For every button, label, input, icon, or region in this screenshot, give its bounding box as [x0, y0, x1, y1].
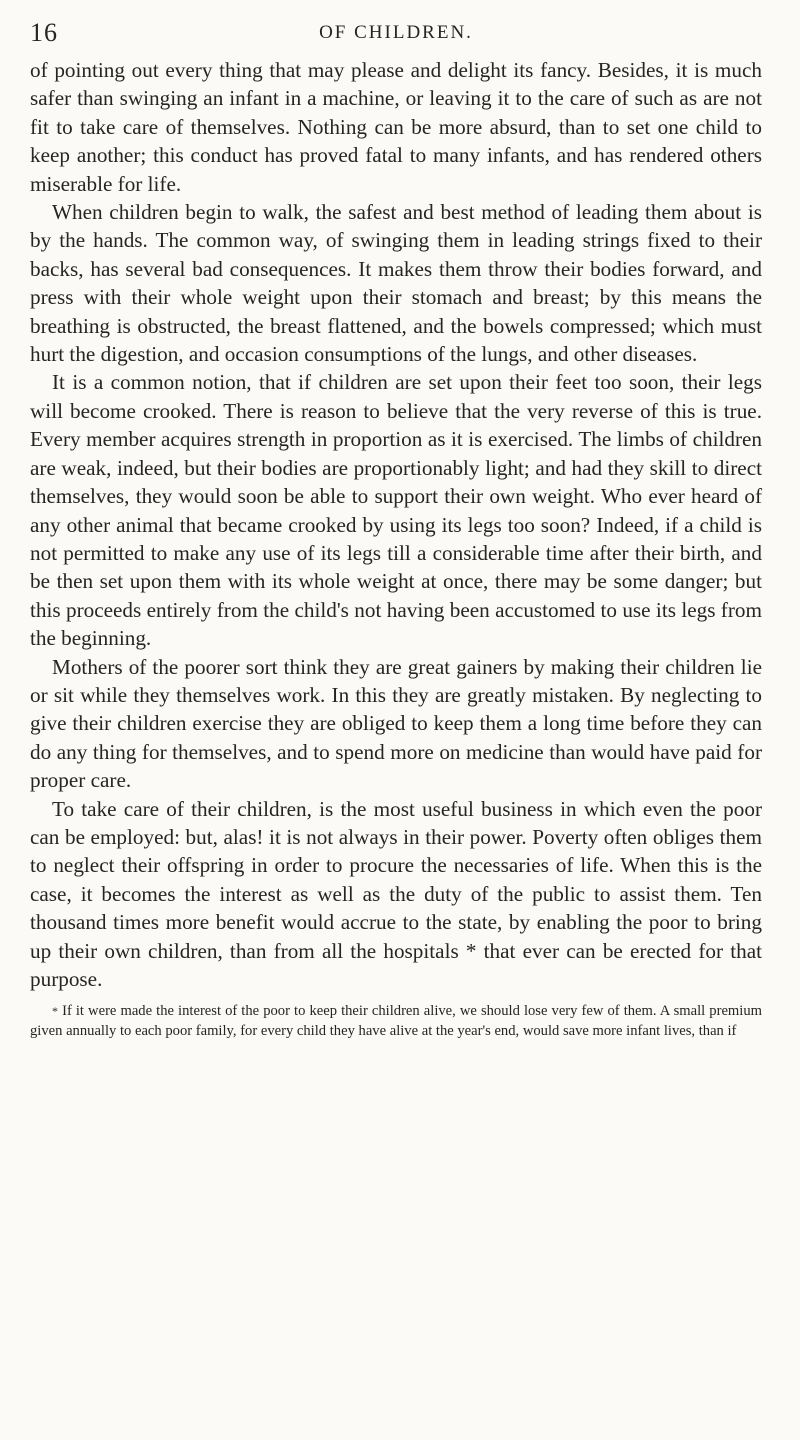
- footnote-mark: *: [52, 1004, 58, 1019]
- running-head: [30, 18, 762, 56]
- footnote-text: If it were made the interest of the poor to keep their children alive, we should lose very few of them. A small premium given annually to each poor family, for every child they have alive at the year's end, would save more infant lives, than if: [30, 1003, 762, 1040]
- paragraph-crooked-legs: It is a common notion, that if children are set upon their feet too soon, their legs will become crooked. There is reason to believe that the very reverse of this is true. Every member acquires strength in proportion as it is exercised. The limbs of children are weak, indeed, but their bodies are proportionably light; and had they skill to direct themselves, they would soon be able to support their own weight. Who ever heard of any other animal that became crooked by using its legs too soon? Indeed, if a child is not permitted to make any use of its legs till a considerable time after their birth, and be then set upon them with its whole weight at once, there may be some danger; but this proceeds entirely from the child's not having been accustomed to use its legs from the beginning.: [30, 370, 762, 651]
- paragraph-care-of-children: To take care of their children, is the most useful business in which even the poor can be employed: but, alas! it is not always in their power. Poverty often obliges them to neglect their offspring in order to procure the necessaries of life. When this is the case, it becomes the interest as well as the duty of the public to assist them. Ten thousand times more benefit would accrue to the state, by enabling the poor to bring up their own children, than from all the hospitals * that ever can be erected for that purpose.: [30, 796, 762, 991]
- body-text: [30, 56, 762, 993]
- footnote: [30, 1001, 762, 1041]
- running-title: OF CHILDREN.: [319, 22, 473, 43]
- paragraph-continued: of pointing out every thing that may please and delight its fancy. Besides, it is much safer than swinging an infant in a machine, or leaving it to the care of such as are not fit to take care of themselves. Nothing can be more absurd, than to set one child to keep another; this conduct has proved fatal to many infants, and has rendered others miserable for life.: [30, 58, 762, 196]
- paragraph-leading-children: When children begin to walk, the safest and best method of leading them about is by the hands. The common way, of swinging them in leading strings fixed to their backs, has several bad consequences. It makes them throw their bodies forward, and press with their whole weight upon their stomach and breast; by this means the breathing is obstructed, the breast flattened, and the bowels compressed; which must hurt the digestion, and occasion consumptions of the lungs, and other diseases.: [30, 200, 762, 367]
- page-number: 16: [30, 18, 58, 47]
- paragraph-poorer-mothers: Mothers of the poorer sort think they are great gainers by making their children lie or sit while they themselves work. In this they are greatly mistaken. By neglecting to give their children exercise they are obliged to keep them a long time before they can do any thing for themselves, and to spend more on medicine than would have paid for proper care.: [30, 654, 762, 793]
